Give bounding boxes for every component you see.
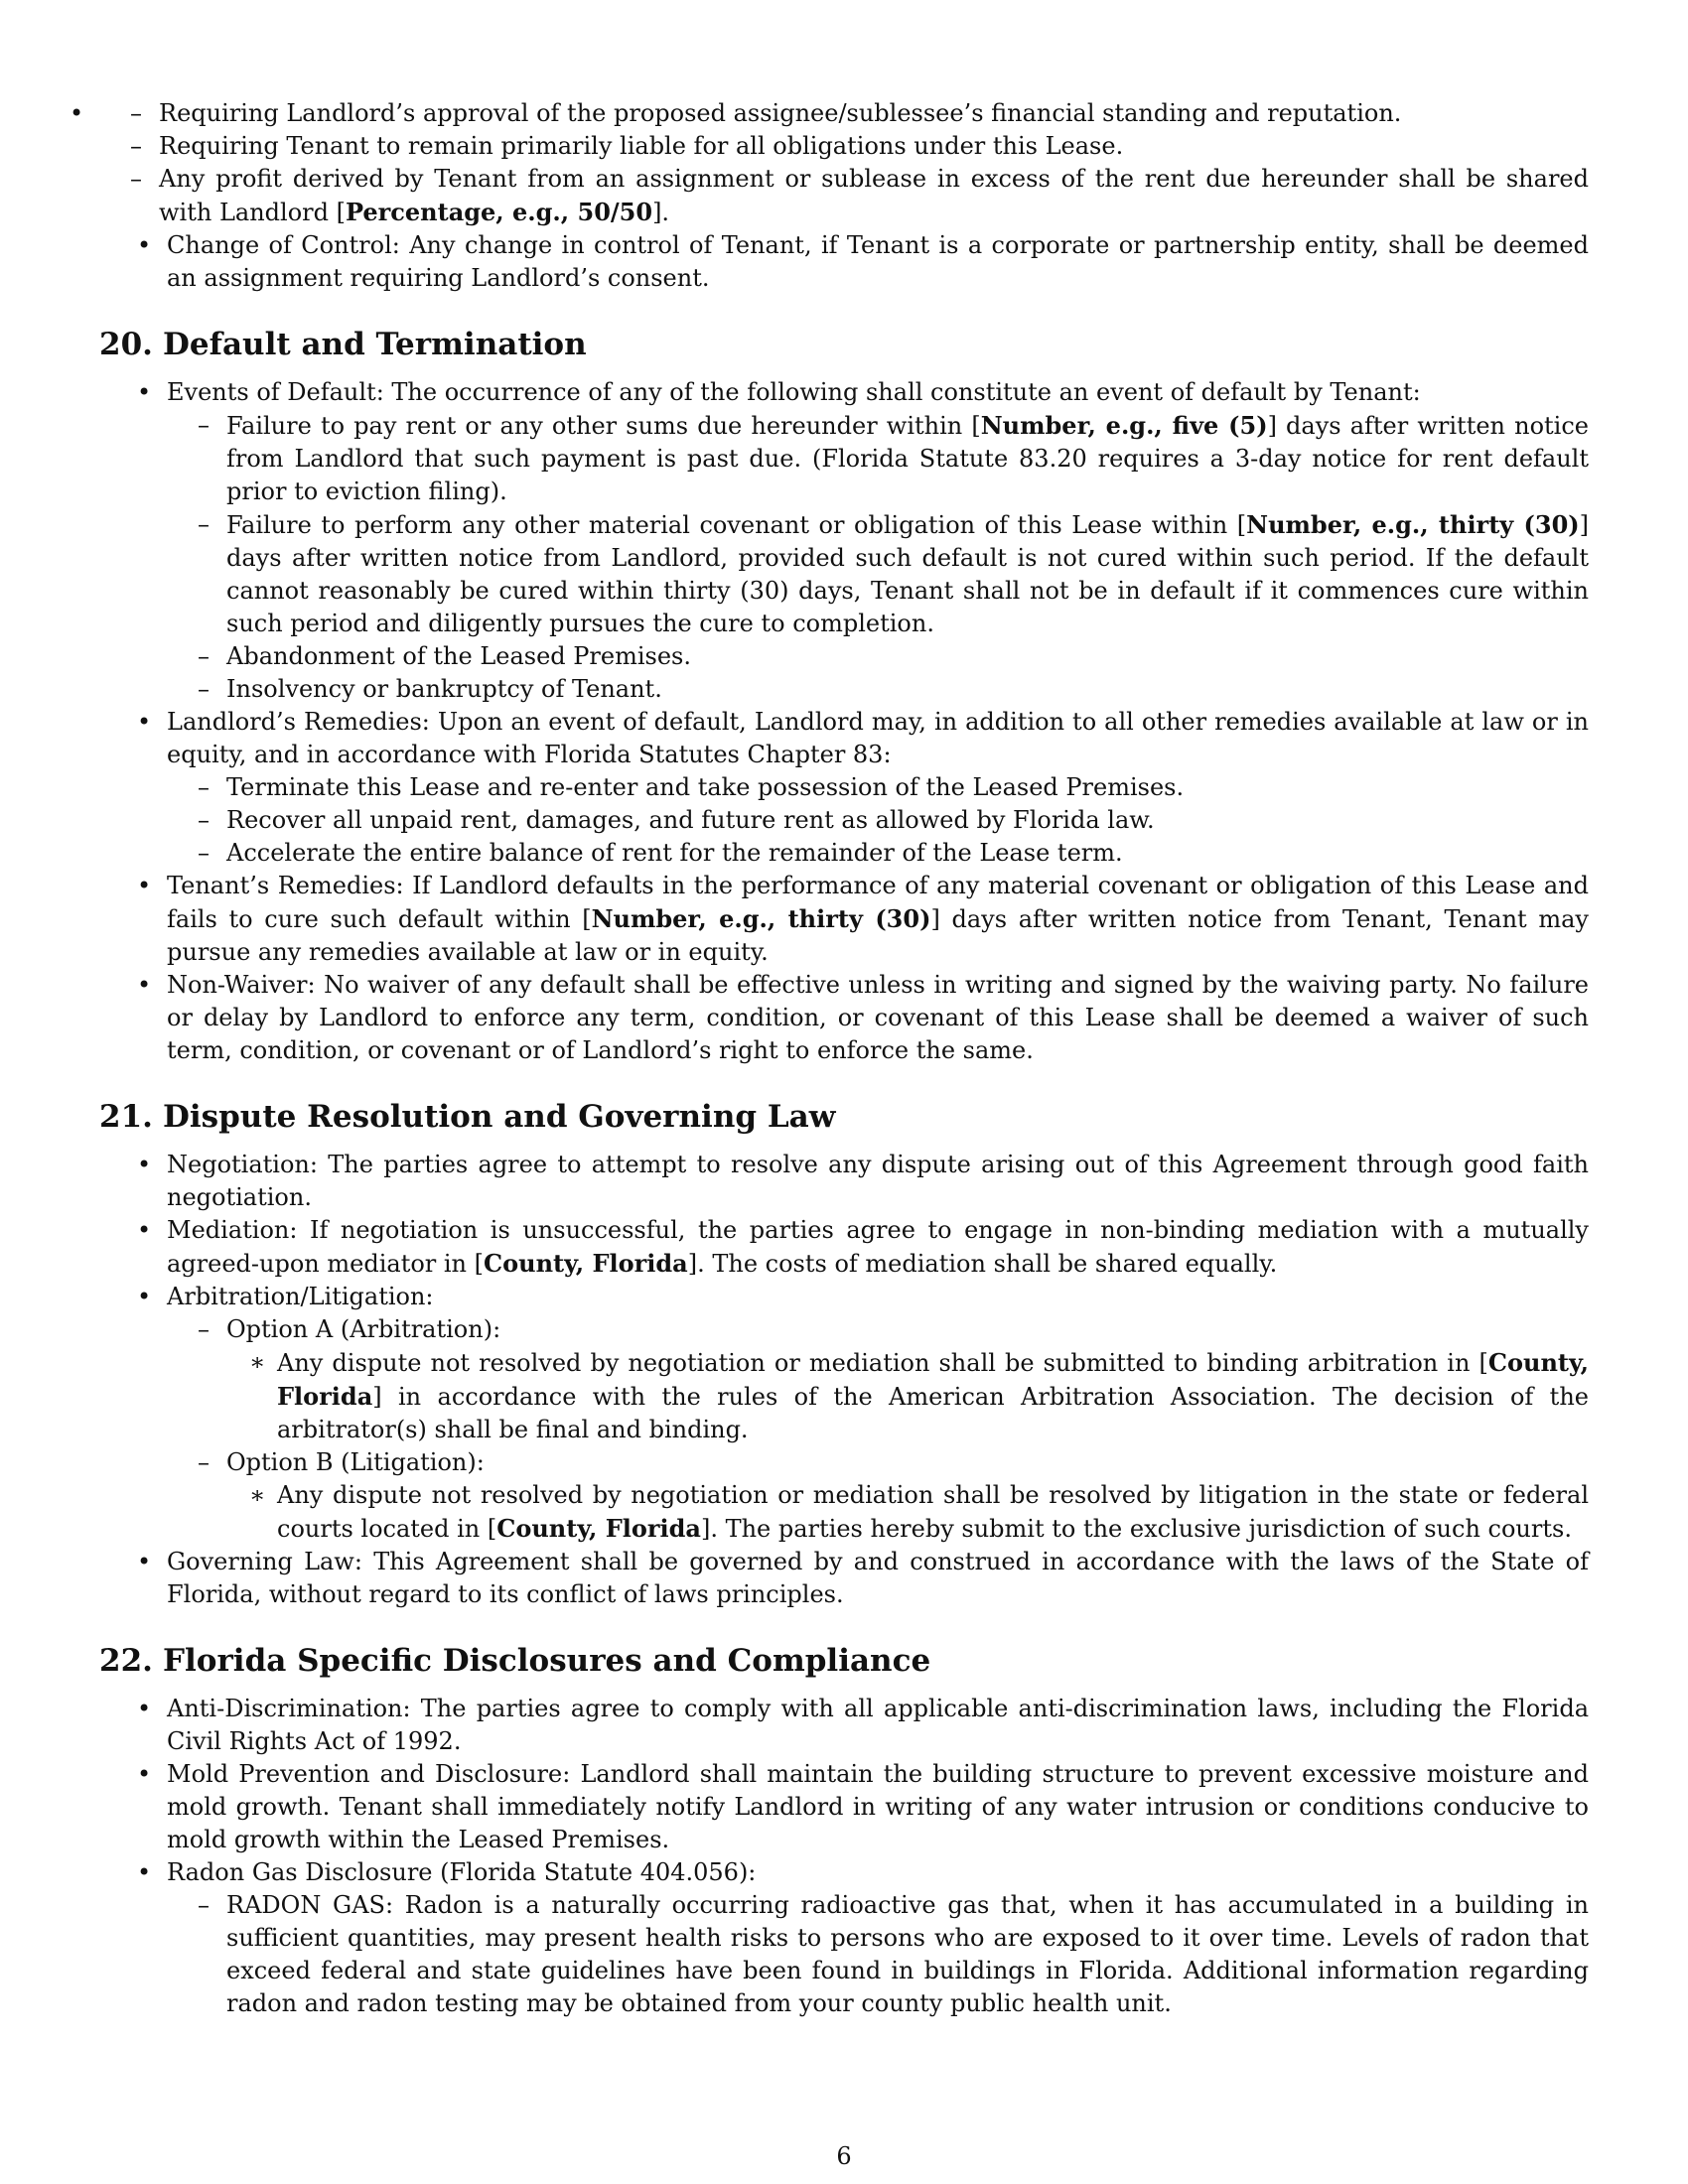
section-heading: 22. Florida Specific Disclosures and Compliance xyxy=(99,1643,931,1679)
section-heading: 21. Dispute Resolution and Governing Law xyxy=(99,1099,836,1135)
list-item: • Mediation: If negotiation is unsuccessful, the parties agree to engage in non-binding mediation with a mutually agreed-upon mediator in [County, Florida]. The costs of mediation shall be shared equally. xyxy=(99,1214,1589,1281)
placeholder-field: Number, e.g., thirty (30) xyxy=(1246,510,1580,539)
section-22 xyxy=(99,1641,1589,2020)
list-item: – Requiring Tenant to remain primarily liable for all obligations under this Lease. xyxy=(99,130,1589,163)
list-item: • Governing Law: This Agreement shall be governed by and construed in accordance with the laws of the State of Florida, without regard to its conflict of laws principles. xyxy=(99,1546,1589,1611)
section-21 xyxy=(99,1097,1589,1611)
list-item: • Change of Control: Any change in control of Tenant, if Tenant is a corporate or partnership entity, shall be deemed an assignment requiring Landlord’s consent. xyxy=(99,229,1589,295)
placeholder-field: Number, e.g., five (5) xyxy=(980,411,1268,440)
list-item: – • Requiring Landlord’s approval of the proposed assignee/sublessee’s financial standing and reputation. xyxy=(99,97,1589,130)
list-item: – Accelerate the entire balance of rent for the remainder of the Lease term. xyxy=(167,837,1589,870)
list-item: ∗ Any dispute not resolved by negotiation or mediation shall be submitted to binding arbitration in [County, Florida] in accordance with the rules of the American Arbitration Association. The decision of the arbitrator(s) shall be final and binding. xyxy=(226,1346,1589,1446)
list-item: • Arbitration/Litigation: – Option A (Arbitration): ∗ Any dispute not resolved by negotiation or mediation shall be submitted to binding arbitration in [County, Florida] in accordance with the rules of the American Arbitration Association. The decision of the arbitrator(s) shall be final and binding. – Option B (Litigation): ∗ Any dispute not resolved by negotiation or mediation shall be resolved by litigation in the state or federal courts located in [County, Florida]. The parties hereby submit to the exclusive jurisdiction of such courts. xyxy=(99,1281,1589,1546)
list-item: – Failure to perform any other material covenant or obligation of this Lease within [Number, e.g., thirty (30)] days after written notice from Landlord, provided such default is not cured within such period. If the default cannot reasonably be cured within thirty (30) days, Tenant shall not be in default if it commences cure within such period and diligently pursues the cure to completion. xyxy=(167,508,1589,640)
list-item: • Negotiation: The parties agree to attempt to resolve any dispute arising out of this Agreement through good faith negotiation. xyxy=(99,1149,1589,1214)
list-item: • Anti-Discrimination: The parties agree to comply with all applicable anti-discrimination laws, including the Florida Civil Rights Act of 1992. xyxy=(99,1693,1589,1758)
list-item: – Insolvency or bankruptcy of Tenant. xyxy=(167,673,1589,706)
list-item: • Events of Default: The occurrence of any of the following shall constitute an event of default by Tenant: – Failure to pay rent or any other sums due hereunder within [Number, e.g., five (5)] days after written notice from Landlord that such payment is past due. (Florida Statute 83.20 requires a 3-day notice for rent default prior to eviction filing). – Failure to perform any other material covenant or obligation of this Lease within [Number, e.g., thirty (30)] days after written notice from Landlord, provided such default is not cured within such period. If the default cannot reasonably be cured within thirty (30) days, Tenant shall not be in default if it commences cure within such period and diligently pursues the cure to completion. – Abandonment of the Leased Premises. – Insolvency or bankruptcy of Tenant. xyxy=(99,376,1589,706)
list-item: • Tenant’s Remedies: If Landlord defaults in the performance of any material covenant or obligation of this Lease and fails to cure such default within [Number, e.g., thirty (30)] days after written notice from Tenant, Tenant may pursue any remedies available at law or in equity. xyxy=(99,870,1589,969)
section-21-list xyxy=(99,1149,1589,1611)
list-item: – Option B (Litigation): ∗ Any dispute not resolved by negotiation or mediation shall be resolved by litigation in the state or federal courts located in [County, Florida]. The parties hereby submit to the exclusive jurisdiction of such courts. xyxy=(167,1446,1589,1546)
section-20 xyxy=(99,325,1589,1067)
continued-sublist-container xyxy=(32,97,1589,229)
section-heading: 20. Default and Termination xyxy=(99,327,587,362)
continued-list xyxy=(99,97,1589,295)
section-20-list xyxy=(99,376,1589,1067)
list-item: ∗ Any dispute not resolved by negotiation or mediation shall be resolved by litigation in the state or federal courts located in [County, Florida]. The parties hereby submit to the exclusive jurisdiction of such courts. xyxy=(226,1479,1589,1546)
placeholder-field: County, Florida xyxy=(496,1514,701,1543)
document-page xyxy=(99,97,1589,2020)
list-item: – Option A (Arbitration): ∗ Any dispute not resolved by negotiation or mediation shall be submitted to binding arbitration in [County, Florida] in accordance with the rules of the American Arbitration Association. The decision of the arbitrator(s) shall be final and binding. xyxy=(167,1313,1589,1446)
list-item: • Mold Prevention and Disclosure: Landlord shall maintain the building structure to prevent excessive moisture and mold growth. Tenant shall immediately notify Landlord in writing of any water intrusion or conditions conducive to mold growth within the Leased Premises. xyxy=(99,1758,1589,1856)
list-item: • Radon Gas Disclosure (Florida Statute 404.056): – RADON GAS: Radon is a naturally occurring radioactive gas that, when it has accumulated in a building in sufficient quantities, may present health risks to persons who are exposed to it over time. Levels of radon that exceed federal and state guidelines have been found in buildings in Florida. Additional information regarding radon and radon testing may be obtained from your county public health unit. xyxy=(99,1856,1589,2020)
list-item: • Non-Waiver: No waiver of any default shall be effective unless in writing and signed by the waiving party. No failure or delay by Landlord to enforce any term, condition, or covenant of this Lease shall be deemed a waiver of such term, condition, or covenant or of Landlord’s right to enforce the same. xyxy=(99,969,1589,1067)
placeholder-field: County, Florida xyxy=(484,1249,688,1278)
list-item: • Landlord’s Remedies: Upon an event of default, Landlord may, in addition to all other remedies available at law or in equity, and in accordance with Florida Statutes Chapter 83: – Terminate this Lease and re-enter and take possession of the Leased Premises. – Recover all unpaid rent, damages, and future rent as allowed by Florida law. – Accelerate the entire balance of rent for the remainder of the Lease term. xyxy=(99,706,1589,870)
placeholder-field: Percentage, e.g., 50/50 xyxy=(345,198,653,226)
list-item: – Terminate this Lease and re-enter and take possession of the Leased Premises. xyxy=(167,771,1589,804)
list-item: – Abandonment of the Leased Premises. xyxy=(167,640,1589,673)
continued-sublist xyxy=(99,97,1589,229)
placeholder-field: Number, e.g., thirty (30) xyxy=(591,904,931,933)
placeholder-field: County, Florida xyxy=(277,1348,1589,1411)
page-number: 6 xyxy=(836,2142,852,2170)
list-item: – RADON GAS: Radon is a naturally occurring radioactive gas that, when it has accumulated in a building in sufficient quantities, may present health risks to persons who are exposed to it over time. Levels of radon that exceed federal and state guidelines have been found in buildings in Florida. Additional information regarding radon and radon testing may be obtained from your county public health unit. xyxy=(167,1889,1589,2020)
list-item: – Recover all unpaid rent, damages, and future rent as allowed by Florida law. xyxy=(167,804,1589,837)
section-22-list xyxy=(99,1693,1589,2020)
list-item: – Failure to pay rent or any other sums due hereunder within [Number, e.g., five (5)] days after written notice from Landlord that such payment is past due. (Florida Statute 83.20 requires a 3-day notice for rent default prior to eviction filing). xyxy=(167,409,1589,508)
list-item: – Any profit derived by Tenant from an assignment or sublease in excess of the rent due hereunder shall be shared with Landlord [Percentage, e.g., 50/50]. xyxy=(99,163,1589,229)
